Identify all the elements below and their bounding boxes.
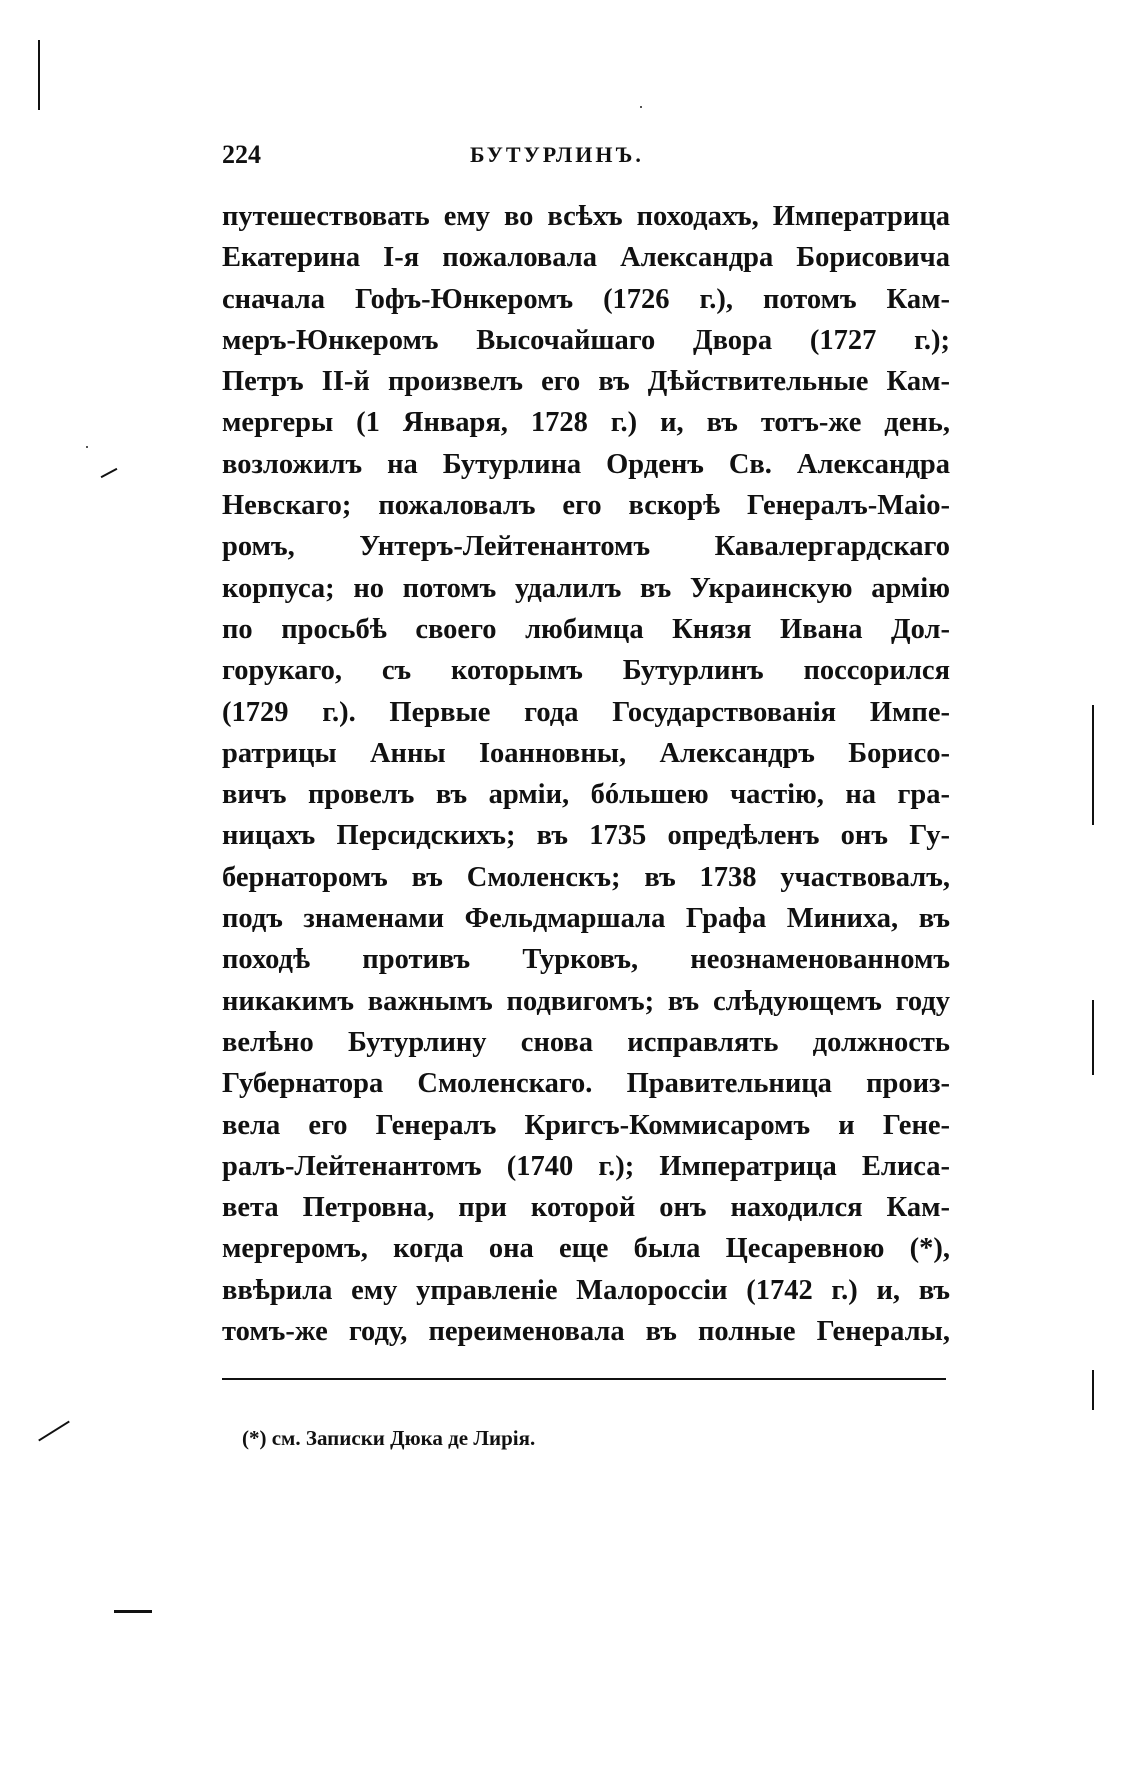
text-line: Губернатора Смоленскаго. Правительница произ- [222,1068,950,1100]
text-line: меръ-Юнкеромъ Высочайшаго Двора (1727 г.); [222,324,950,356]
text-line: корпуса; но потомъ удалилъ въ Украинскую армію [222,572,950,604]
scan-artifact-mark [1092,1370,1094,1410]
text-line: Екатерина I-я пожаловала Александра Борисовича [222,242,950,274]
text-line: мергеры (1 Января, 1728 г.) и, въ тотъ-же день, [222,407,950,439]
text-line: (1729 г.). Первые года Государствованія Импе- [222,696,950,728]
text-line: походѣ противъ Турковъ, неознаменованномъ [222,944,950,976]
text-line: ратрицы Анны Іоанновны, Александръ Борисо- [222,737,950,769]
text-line: Невскаго; пожаловалъ его вскорѣ Генералъ-Маіо- [222,490,950,522]
text-line: никакимъ важнымъ подвигомъ; въ слѣдующемъ году [222,985,950,1017]
text-line: бернаторомъ въ Смоленскъ; въ 1738 участвовалъ, [222,861,950,893]
text-line: путешествовать ему во всѣхъ походахъ, Императрица [222,201,950,232]
scan-artifact-mark [38,1421,70,1442]
scan-artifact-mark [38,40,40,110]
page-header [222,140,952,180]
text-line: томъ-же году, переименовала въ полные Генералы, [222,1316,950,1348]
text-line: ромъ, Унтеръ-Лейтенантомъ Кавалергардскаго [222,531,950,563]
running-head: БУТУРЛИНЪ. [470,142,644,167]
text-line: подъ знаменами Фельдмаршала Графа Миниха, въ [222,903,950,935]
text-line: вета Петровна, при которой онъ находился Кам- [222,1192,950,1224]
text-line: вичъ провелъ въ арміи, бóльшею частію, на гра- [222,779,950,811]
text-line: возложилъ на Бутурлина Орденъ Св. Александра [222,448,950,480]
footnote-rule [222,1378,946,1380]
scan-artifact-mark [86,446,88,448]
scan-artifact-mark [640,106,642,108]
text-line: горукаго, съ которымъ Бутурлинъ поссорился [222,655,950,687]
text-line: ницахъ Персидскихъ; въ 1735 опредѣленъ онъ Гу- [222,820,950,852]
text-line: ввѣрила ему управленіе Малороссіи (1742 г.) и, въ [222,1274,950,1306]
body-text [222,196,950,1352]
footnote: (*) см. Записки Дюка де Лирія. [242,1426,536,1450]
page-number: 224 [222,140,261,169]
text-line: ралъ-Лейтенантомъ (1740 г.); Императрица Елиса- [222,1150,950,1182]
scan-artifact-mark [114,1610,152,1613]
scan-artifact-mark [1092,1000,1094,1075]
text-line: Петръ II-й произвелъ его въ Дѣйствительные Кам- [222,366,950,398]
text-line: велѣно Бутурлину снова исправлять должность [222,1026,950,1058]
scan-artifact-mark [101,468,118,478]
text-line: сначала Гофъ-Юнкеромъ (1726 г.), потомъ Кам- [222,283,950,315]
text-line: мергеромъ, когда она еще была Цесаревною (*), [222,1233,950,1265]
scan-artifact-mark [1092,705,1094,825]
text-line: вела его Генералъ Кригсъ-Коммисаромъ и Гене- [222,1109,950,1141]
text-line: по просьбѣ своего любимца Князя Ивана Дол- [222,613,950,645]
